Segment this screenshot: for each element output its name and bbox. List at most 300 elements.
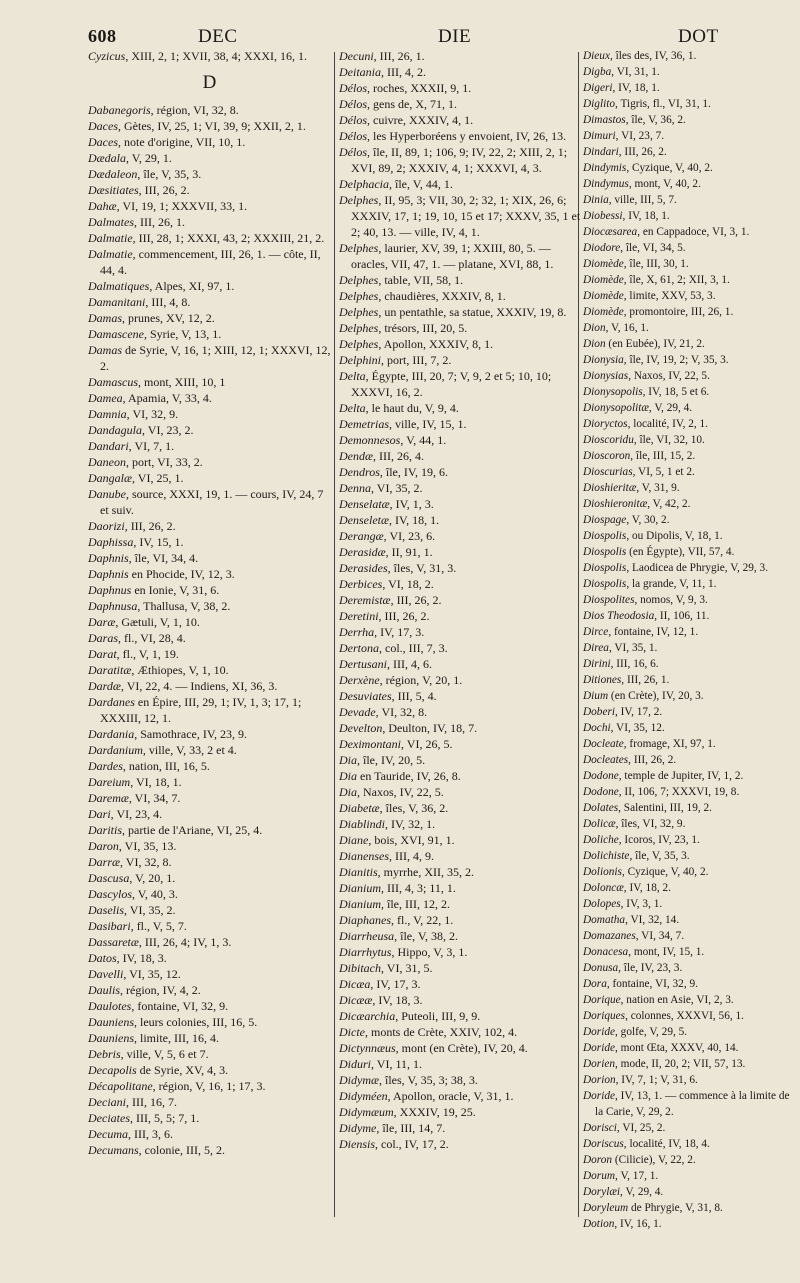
index-entry (583, 416, 795, 432)
index-entry (339, 576, 582, 592)
entry-references: , IV, 16, 1. (614, 1218, 662, 1230)
entry-references: , fromage, XI, 97, 1. (623, 738, 716, 750)
entry-headword: Dorum (583, 1170, 616, 1182)
entry-headword: Dotion (583, 1218, 615, 1230)
index-entry (583, 944, 795, 960)
index-entry (583, 816, 795, 832)
entry-headword: Diospolis (583, 546, 627, 558)
index-entry (339, 992, 582, 1008)
index-entry (88, 838, 331, 854)
entry-headword: Doliche (583, 834, 619, 846)
index-entry (583, 272, 795, 288)
index-entry (583, 960, 795, 976)
entry-headword: Daphnis (88, 551, 129, 565)
entry-headword: Delphes (339, 273, 379, 287)
index-entry (583, 384, 795, 400)
entry-references: , III, 26, 4; IV, 1, 3. (138, 935, 232, 949)
entry-references: , III, 26, 4. (373, 449, 424, 463)
entry-references: , VI, 32, 8. (375, 705, 428, 719)
entry-headword: Décapolitane (88, 1079, 153, 1093)
entry-references: , IV, 18, 5 et 6. (642, 386, 710, 398)
entry-headword: Dareium (88, 775, 131, 789)
entry-headword: Damanitani (88, 295, 146, 309)
entry-references: , III, 16, 6. (610, 658, 659, 670)
entry-headword: Diomède (583, 290, 624, 302)
entry-references: , île, IV, 19, 2; V, 35, 3. (623, 354, 729, 366)
entry-references: , V, 29, 4. (620, 1186, 664, 1198)
entry-headword: Damea (88, 391, 123, 405)
index-entry (583, 608, 795, 624)
index-entry (583, 912, 795, 928)
entry-headword: Derxène (339, 673, 380, 687)
entry-references: , IV, 18, 1. (622, 210, 670, 222)
index-entry (583, 624, 795, 640)
entry-headword: Direa (583, 642, 609, 654)
entry-references: , îles, V, 35, 3; 38, 3. (379, 1073, 478, 1087)
entry-headword: Dioshieronitæ (583, 498, 648, 510)
index-entry (339, 784, 582, 800)
entry-references: , îles, V, 36, 2. (379, 801, 449, 815)
index-entry (583, 208, 795, 224)
index-entry (583, 1184, 795, 1200)
index-entry (583, 192, 795, 208)
entry-references: , laurier, XV, 39, 1; XXIII, 80, 5. — oracles, VII, 47, 1. — platane, XVI, 88, 1. (351, 241, 554, 271)
entry-headword: Damascus (88, 375, 138, 389)
index-entry (339, 560, 582, 576)
index-entry (88, 790, 331, 806)
entry-headword: Doriscus (583, 1138, 624, 1150)
entry-references: , IV, 3, 1. (620, 898, 663, 910)
entry-headword: Darat (88, 647, 117, 661)
entry-headword: Damascene (88, 327, 144, 341)
entry-headword: Datos (88, 951, 117, 965)
index-entry (339, 1136, 582, 1152)
entry-headword: Decapolis (88, 1063, 137, 1077)
entry-references: de Phrygie, V, 31, 8. (628, 1202, 723, 1214)
entry-headword: Derrha (339, 625, 375, 639)
entry-references: , III, 4, 9. (389, 849, 434, 863)
entry-headword: Doberi (583, 706, 616, 718)
entry-headword: Dassaretæ (88, 935, 139, 949)
entry-headword: Dolopes (583, 898, 621, 910)
entry-references: en Ionie, V, 31, 6. (131, 583, 220, 597)
index-entry (339, 944, 582, 960)
entry-headword: Demetrias (339, 417, 389, 431)
entry-references: , nation, III, 16, 5. (122, 759, 210, 773)
entry-headword: Dionysopolitæ (583, 402, 649, 414)
entry-references: , II, 106, 7; XXXVI, 19, 8. (618, 786, 740, 798)
entry-headword: Dirce (583, 626, 609, 638)
entry-headword: Deretini (339, 609, 379, 623)
entry-references: , VI, 32, 9. (126, 407, 179, 421)
entry-headword: Delphes (339, 305, 379, 319)
entry-references: , VI, 32, 8. (120, 855, 172, 869)
entry-headword: Dirini (583, 658, 611, 670)
index-entry (583, 1152, 795, 1168)
entry-headword: Délos (339, 81, 367, 95)
entry-headword: Dangalæ (88, 471, 133, 485)
index-entry (583, 144, 795, 160)
entry-headword: Denna (339, 481, 371, 495)
index-entry (339, 704, 582, 720)
index-entry (88, 566, 331, 582)
entry-headword: Didyméen (339, 1089, 388, 1103)
entry-headword: Delphes (339, 321, 379, 335)
entry-references: , Gètes, IV, 25, 1; VI, 39, 9; XXII, 2, 1. (118, 119, 306, 133)
entry-headword: Docleates (583, 754, 629, 766)
entry-references: , Apollon, XXXIV, 8, 1. (378, 337, 494, 351)
index-entry (88, 1078, 331, 1094)
entry-references: , fontaine, VI, 32, 9. (606, 978, 698, 990)
entry-headword: Daratitæ (88, 663, 132, 677)
entry-headword: Dædala (88, 151, 127, 165)
index-entry (583, 1040, 795, 1056)
entry-references: , Égypte, III, 20, 7; V, 9, 2 et 5; 10, 10; XXXVI, 16, 2. (351, 369, 552, 399)
entry-headword: Dionysia (583, 354, 624, 366)
entry-references: , région, IV, 4, 2. (120, 983, 201, 997)
index-entry (583, 96, 795, 112)
entry-references: , île, IV, 19, 6. (379, 465, 448, 479)
entry-references: , IV, 17, 2. (615, 706, 663, 718)
entry-headword: Dorylæi (583, 1186, 621, 1198)
entry-references: , île, VI, 34, 5. (620, 242, 686, 254)
entry-headword: Daphnis (88, 567, 129, 581)
entry-headword: Dolionis (583, 866, 622, 878)
index-entry (88, 582, 331, 598)
entry-headword: Dodone (583, 770, 619, 782)
index-entry (88, 1126, 331, 1142)
entry-references: , Deulton, IV, 18, 7. (382, 721, 478, 735)
entry-headword: Dasibari (88, 919, 131, 933)
entry-headword: Diobessi (583, 210, 623, 222)
index-entry (339, 896, 582, 912)
entry-references: , IV, 17, 3. (374, 625, 425, 639)
entry-headword: Dicæarchia (339, 1009, 396, 1023)
index-entry (88, 198, 331, 214)
entry-headword: Dodone (583, 786, 619, 798)
index-entry (339, 976, 582, 992)
index-entry (339, 1056, 582, 1072)
index-entry (583, 640, 795, 656)
entry-references: , II, 91, 1. (385, 545, 433, 559)
entry-headword: Daorizi (88, 519, 125, 533)
entry-references: , VI, 7, 1. (128, 439, 175, 453)
entry-headword: Doron (583, 1154, 613, 1166)
entry-references: (en Crète), IV, 20, 3. (608, 690, 704, 702)
entry-references: , promontoire, III, 26, 1. (623, 306, 734, 318)
entry-headword: Diarrhytus (339, 945, 392, 959)
index-entry (339, 64, 582, 80)
entry-references: , îles des, IV, 36, 1. (609, 50, 697, 62)
entry-references: , île, V, 36, 2. (625, 114, 686, 126)
entry-headword: Dia (339, 753, 357, 767)
entry-headword: Doride (583, 1042, 616, 1054)
entry-references: , III, 26, 2. (390, 593, 442, 607)
index-entry (339, 960, 582, 976)
entry-headword: Doriques (583, 1010, 626, 1022)
entry-references: , fontaine, VI, 32, 9. (131, 999, 229, 1013)
index-entry (88, 726, 331, 742)
index-entry (339, 432, 582, 448)
entry-headword: Delta (339, 369, 366, 383)
index-entry (88, 998, 331, 1014)
entry-headword: Damas (88, 343, 123, 357)
entry-headword: Deximontani (339, 737, 401, 751)
entry-references: , table, VII, 58, 1. (378, 273, 464, 287)
index-entry (88, 518, 331, 534)
column-divider (334, 52, 335, 1217)
entry-references: , région, V, 16, 1; 17, 3. (152, 1079, 266, 1093)
index-entry (583, 672, 795, 688)
entry-references: de Syrie, V, 16, 1; XIII, 12, 1; XXXVI, 12, 2. (100, 343, 331, 373)
entry-headword: Dalmatiques (88, 279, 150, 293)
index-entry (583, 848, 795, 864)
entry-headword: Dolichiste (583, 850, 630, 862)
index-entry (339, 336, 582, 352)
entry-headword: Diomède (583, 258, 624, 270)
entry-headword: Delphini (339, 353, 381, 367)
entry-headword: Dioscoridu (583, 434, 634, 446)
index-entry (583, 448, 795, 464)
entry-headword: Dianenses (339, 849, 389, 863)
entry-references: , île, X, 61, 2; XII, 3, 1. (623, 274, 730, 286)
entry-headword: Dictynnæus (339, 1041, 396, 1055)
entry-headword: Dium (583, 690, 609, 702)
index-entry (583, 832, 795, 848)
entry-references: , VI, 25, 1. (132, 471, 184, 485)
entry-headword: Daras (88, 631, 119, 645)
index-entry (583, 864, 795, 880)
entry-headword: Decuma (88, 1127, 128, 1141)
index-entry (339, 192, 582, 240)
entry-references: , fl., VI, 28, 4. (118, 631, 186, 645)
entry-headword: Develton (339, 721, 383, 735)
entry-references: , VI, 35, 1. (608, 642, 658, 654)
entry-references: , fl., V, 1, 19. (116, 647, 179, 661)
entry-references: , V, 44, 1. (400, 433, 447, 447)
entry-headword: Dicte (339, 1025, 365, 1039)
entry-references: , partie de l'Ariane, VI, 25, 4. (122, 823, 263, 837)
entry-references: , col., IV, 17, 2. (375, 1137, 449, 1151)
entry-references: , VI, 31, 1. (611, 66, 660, 78)
index-entry (339, 272, 582, 288)
index-entry (583, 464, 795, 480)
index-entry (88, 422, 331, 438)
index-entry (88, 598, 331, 614)
index-entry (88, 406, 331, 422)
entry-headword: Dibitach (339, 961, 381, 975)
entry-headword: Delphes (339, 337, 379, 351)
entry-headword: Dia (339, 785, 357, 799)
index-entry (583, 336, 795, 352)
index-entry (339, 832, 582, 848)
index-entry (339, 512, 582, 528)
index-entry (339, 752, 582, 768)
index-entry (583, 176, 795, 192)
entry-references: , IV, 15, 1. (133, 535, 184, 549)
entry-references: , IV, 18, 3. (372, 993, 423, 1007)
entry-headword: Diospage (583, 514, 627, 526)
index-entry (583, 880, 795, 896)
entry-references: , VI, 35, 2. (371, 481, 423, 495)
entry-references: , limite, III, 16, 4. (134, 1031, 219, 1045)
entry-headword: Dardania (88, 727, 135, 741)
entry-references: en Phocide, IV, 12, 3. (128, 567, 235, 581)
entry-references: , Naxos, IV, 22, 5. (357, 785, 444, 799)
entry-headword: Daulis (88, 983, 121, 997)
entry-headword: Diarrheusa (339, 929, 395, 943)
entry-references: , port, III, 7, 2. (381, 353, 452, 367)
entry-references: , bois, XVI, 91, 1. (368, 833, 455, 847)
entry-headword: Dendros (339, 465, 380, 479)
index-entry (88, 918, 331, 934)
index-entry (88, 1094, 331, 1110)
index-entry (88, 550, 331, 566)
entry-references: en Épire, III, 29, 1; IV, 1, 3; 17, 1; XXXIII, 12, 1. (100, 695, 302, 725)
index-entry (339, 1008, 582, 1024)
entry-headword: Didyme (339, 1121, 377, 1135)
entry-headword: Delphes (339, 193, 379, 207)
entry-references: , leurs colonies, III, 16, 5. (134, 1015, 258, 1029)
index-entry (339, 400, 582, 416)
index-entry (583, 656, 795, 672)
entry-references: , île, III, 15, 2. (630, 450, 696, 462)
index-entry (583, 128, 795, 144)
entry-headword: Deciani (88, 1095, 126, 1109)
index-entry (583, 368, 795, 384)
index-entry (339, 128, 582, 144)
entry-headword: Deremistæ (339, 593, 391, 607)
entry-references: , VI, 23, 6. (383, 529, 436, 543)
index-column-2 (339, 48, 582, 1152)
index-entry (339, 640, 582, 656)
entry-headword: Davelli (88, 967, 124, 981)
entry-headword: Daphnusa (88, 599, 138, 613)
entry-headword: Délos (339, 97, 367, 111)
entry-references: , IV, 18, 2. (623, 882, 671, 894)
entry-headword: Diaphanes (339, 913, 391, 927)
entry-headword: Doloncæ (583, 882, 624, 894)
index-entry (583, 112, 795, 128)
entry-headword: Damnia (88, 407, 127, 421)
entry-references: , la grande, V, 11, 1. (626, 578, 717, 590)
entry-headword: Daulotes (88, 999, 132, 1013)
entry-headword: Diane (339, 833, 369, 847)
index-entry (88, 438, 331, 454)
entry-references: , III, 4, 8. (145, 295, 191, 309)
index-entry (583, 592, 795, 608)
entry-headword: Delphacia (339, 177, 389, 191)
entry-references: , V, 17, 1. (615, 1170, 659, 1182)
entry-references: , III, 4, 6. (387, 657, 432, 671)
entry-headword: Dæsitiates (88, 183, 139, 197)
entry-references: , VI, 23, 2. (142, 423, 194, 437)
entry-references: , îles, V, 31, 3. (387, 561, 457, 575)
index-entry (339, 416, 582, 432)
index-entry (88, 662, 331, 678)
entry-references: , IV, 13, 1. — commence à la limite de la Carie, V, 29, 2. (595, 1090, 790, 1118)
entry-references: , VI, 5, 1 et 2. (632, 466, 695, 478)
index-entry (339, 864, 582, 880)
index-entry (88, 390, 331, 406)
entry-headword: Dardes (88, 759, 123, 773)
entry-references: , VI, 11, 1. (371, 1057, 423, 1071)
entry-headword: Dion (583, 322, 606, 334)
entry-headword: Dianium (339, 897, 381, 911)
entry-headword: Dascylos (88, 887, 132, 901)
entry-headword: Danube (88, 487, 126, 501)
index-entry (339, 544, 582, 560)
index-entry (339, 48, 582, 64)
entry-references: , V, 16, 1. (605, 322, 649, 334)
entry-headword: Daritis (88, 823, 123, 837)
entry-references: , IV, 18, 3. (116, 951, 167, 965)
index-entry (88, 886, 331, 902)
entry-references: , ou Dipolis, V, 18, 1. (626, 530, 723, 542)
entry-references: , ville, V, 5, 6 et 7. (120, 1047, 209, 1061)
entry-references: , trésors, III, 20, 5. (378, 321, 468, 335)
entry-references: , roches, XXXII, 9, 1. (367, 81, 472, 95)
entry-references: , île, V, 38, 2. (394, 929, 459, 943)
entry-references: , V, 30, 2. (626, 514, 670, 526)
entry-references: , golfe, V, 29, 5. (615, 1026, 688, 1038)
index-entry (88, 374, 331, 390)
entry-headword: Doride (583, 1026, 616, 1038)
index-entry (339, 320, 582, 336)
index-entry (583, 1216, 795, 1232)
index-entry (583, 256, 795, 272)
index-entry (88, 950, 331, 966)
index-column-3 (583, 48, 795, 1232)
entry-headword: Daces (88, 119, 118, 133)
index-entry (583, 432, 795, 448)
entry-headword: Derasides (339, 561, 388, 575)
entry-references: , localité, IV, 18, 4. (623, 1138, 710, 1150)
entry-references: , mode, II, 20, 2; VII, 57, 13. (615, 1058, 746, 1070)
entry-references: , myrrhe, XII, 35, 2. (377, 865, 474, 879)
entry-headword: Delta (339, 401, 366, 415)
entry-headword: Diospolis (583, 562, 627, 574)
entry-headword: Diomède (583, 306, 624, 318)
entry-references: , en Cappadoce, VI, 3, 1. (637, 226, 750, 238)
entry-headword: Dimastos (583, 114, 626, 126)
entry-references: , nation en Asie, VI, 2, 3. (620, 994, 734, 1006)
entry-references: , III, 26, 2. (138, 183, 190, 197)
index-entry (583, 1024, 795, 1040)
entry-headword: Dabanegoris (88, 103, 151, 117)
entry-headword: Délos (339, 145, 367, 159)
index-entry (88, 134, 331, 150)
index-entry (339, 912, 582, 928)
index-entry (339, 672, 582, 688)
index-entry (88, 470, 331, 486)
entry-headword: Dorique (583, 994, 621, 1006)
entry-headword: Dertona (339, 641, 379, 655)
index-entry (339, 816, 582, 832)
entry-references: , VI, 23, 7. (615, 130, 665, 142)
entry-references: , III, 3, 6. (127, 1127, 173, 1141)
entry-headword: Diospolis (583, 530, 627, 542)
entry-headword: Diodore (583, 242, 621, 254)
entry-references: , VI, 34, 7. (635, 930, 685, 942)
index-entry (88, 806, 331, 822)
entry-references: , Syrie, V, 13, 1. (143, 327, 222, 341)
entry-references: , Cyzique, V, 40, 2. (621, 866, 709, 878)
entry-headword: Decumans (88, 1143, 139, 1157)
entry-headword: Digeri (583, 82, 613, 94)
index-entry (339, 656, 582, 672)
entry-headword: Didymæum (339, 1105, 394, 1119)
